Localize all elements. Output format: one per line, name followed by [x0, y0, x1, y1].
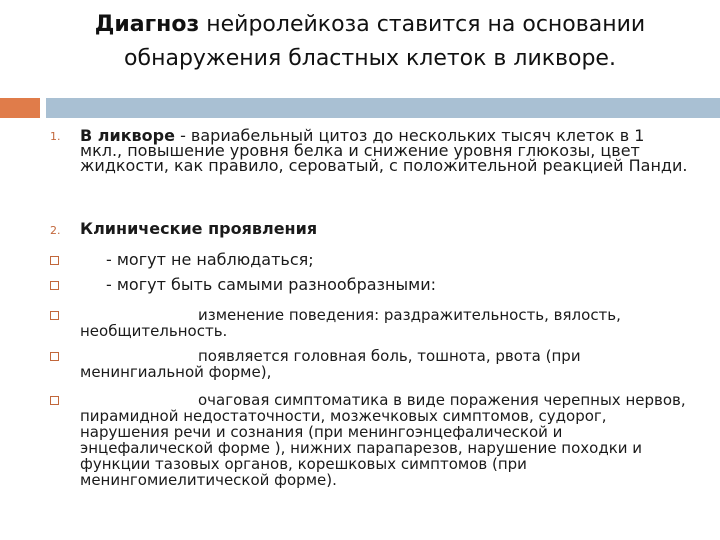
- item-rest: - вариабельный цитоз до нескольких тысяч клеток в 1 мкл., повышение уровня белка и снижение уровня глюкозы, цвет жидкости, как правило, сероватый, с положительной реакцией Панди.: [80, 126, 688, 175]
- square-bullet-icon: [50, 281, 59, 290]
- list-item-text: - могут быть самыми разнообразными:: [106, 275, 436, 294]
- square-bullet-icon: [50, 256, 59, 265]
- list-item-text: очаговая симптоматика в виде поражения черепных нервов, пирамидной недостаточности, мозжечковых симптомов, судорог, нарушения речи и сознания (при менингоэнцефалической и энцефалической форме ), нижних парапарезов, нарушение походки и функции тазовых органов, корешковых симптомов (при менингомиелитической форме).: [80, 391, 686, 489]
- list-item-text: изменение поведения: раздражительность, вялость, необщительность.: [80, 306, 621, 340]
- item-bold: Клинические проявления: [80, 219, 318, 238]
- list-number: 2.: [50, 224, 61, 237]
- square-bullet-icon: [50, 396, 59, 405]
- list-item-text: - могут не наблюдаться;: [106, 250, 314, 269]
- title-line2: обнаружения бластных клеток в ликворе.: [124, 46, 616, 71]
- title-line1: нейролейкоза ставится на основании: [199, 12, 646, 37]
- list-item-text: появляется головная боль, тошнота, рвота (при менингиальной форме),: [80, 347, 581, 381]
- title-bold: Диагноз: [94, 12, 200, 37]
- list-number: 1.: [50, 130, 61, 143]
- square-bullet-icon: [50, 352, 59, 361]
- list-item-text: [80, 221, 690, 236]
- square-bullet-icon: [50, 311, 59, 320]
- divider-bar: [46, 98, 720, 118]
- slide-title: [60, 8, 680, 76]
- list-item-text: [80, 128, 690, 173]
- accent-bar: [0, 98, 40, 118]
- item-bold: В ликворе: [80, 126, 175, 145]
